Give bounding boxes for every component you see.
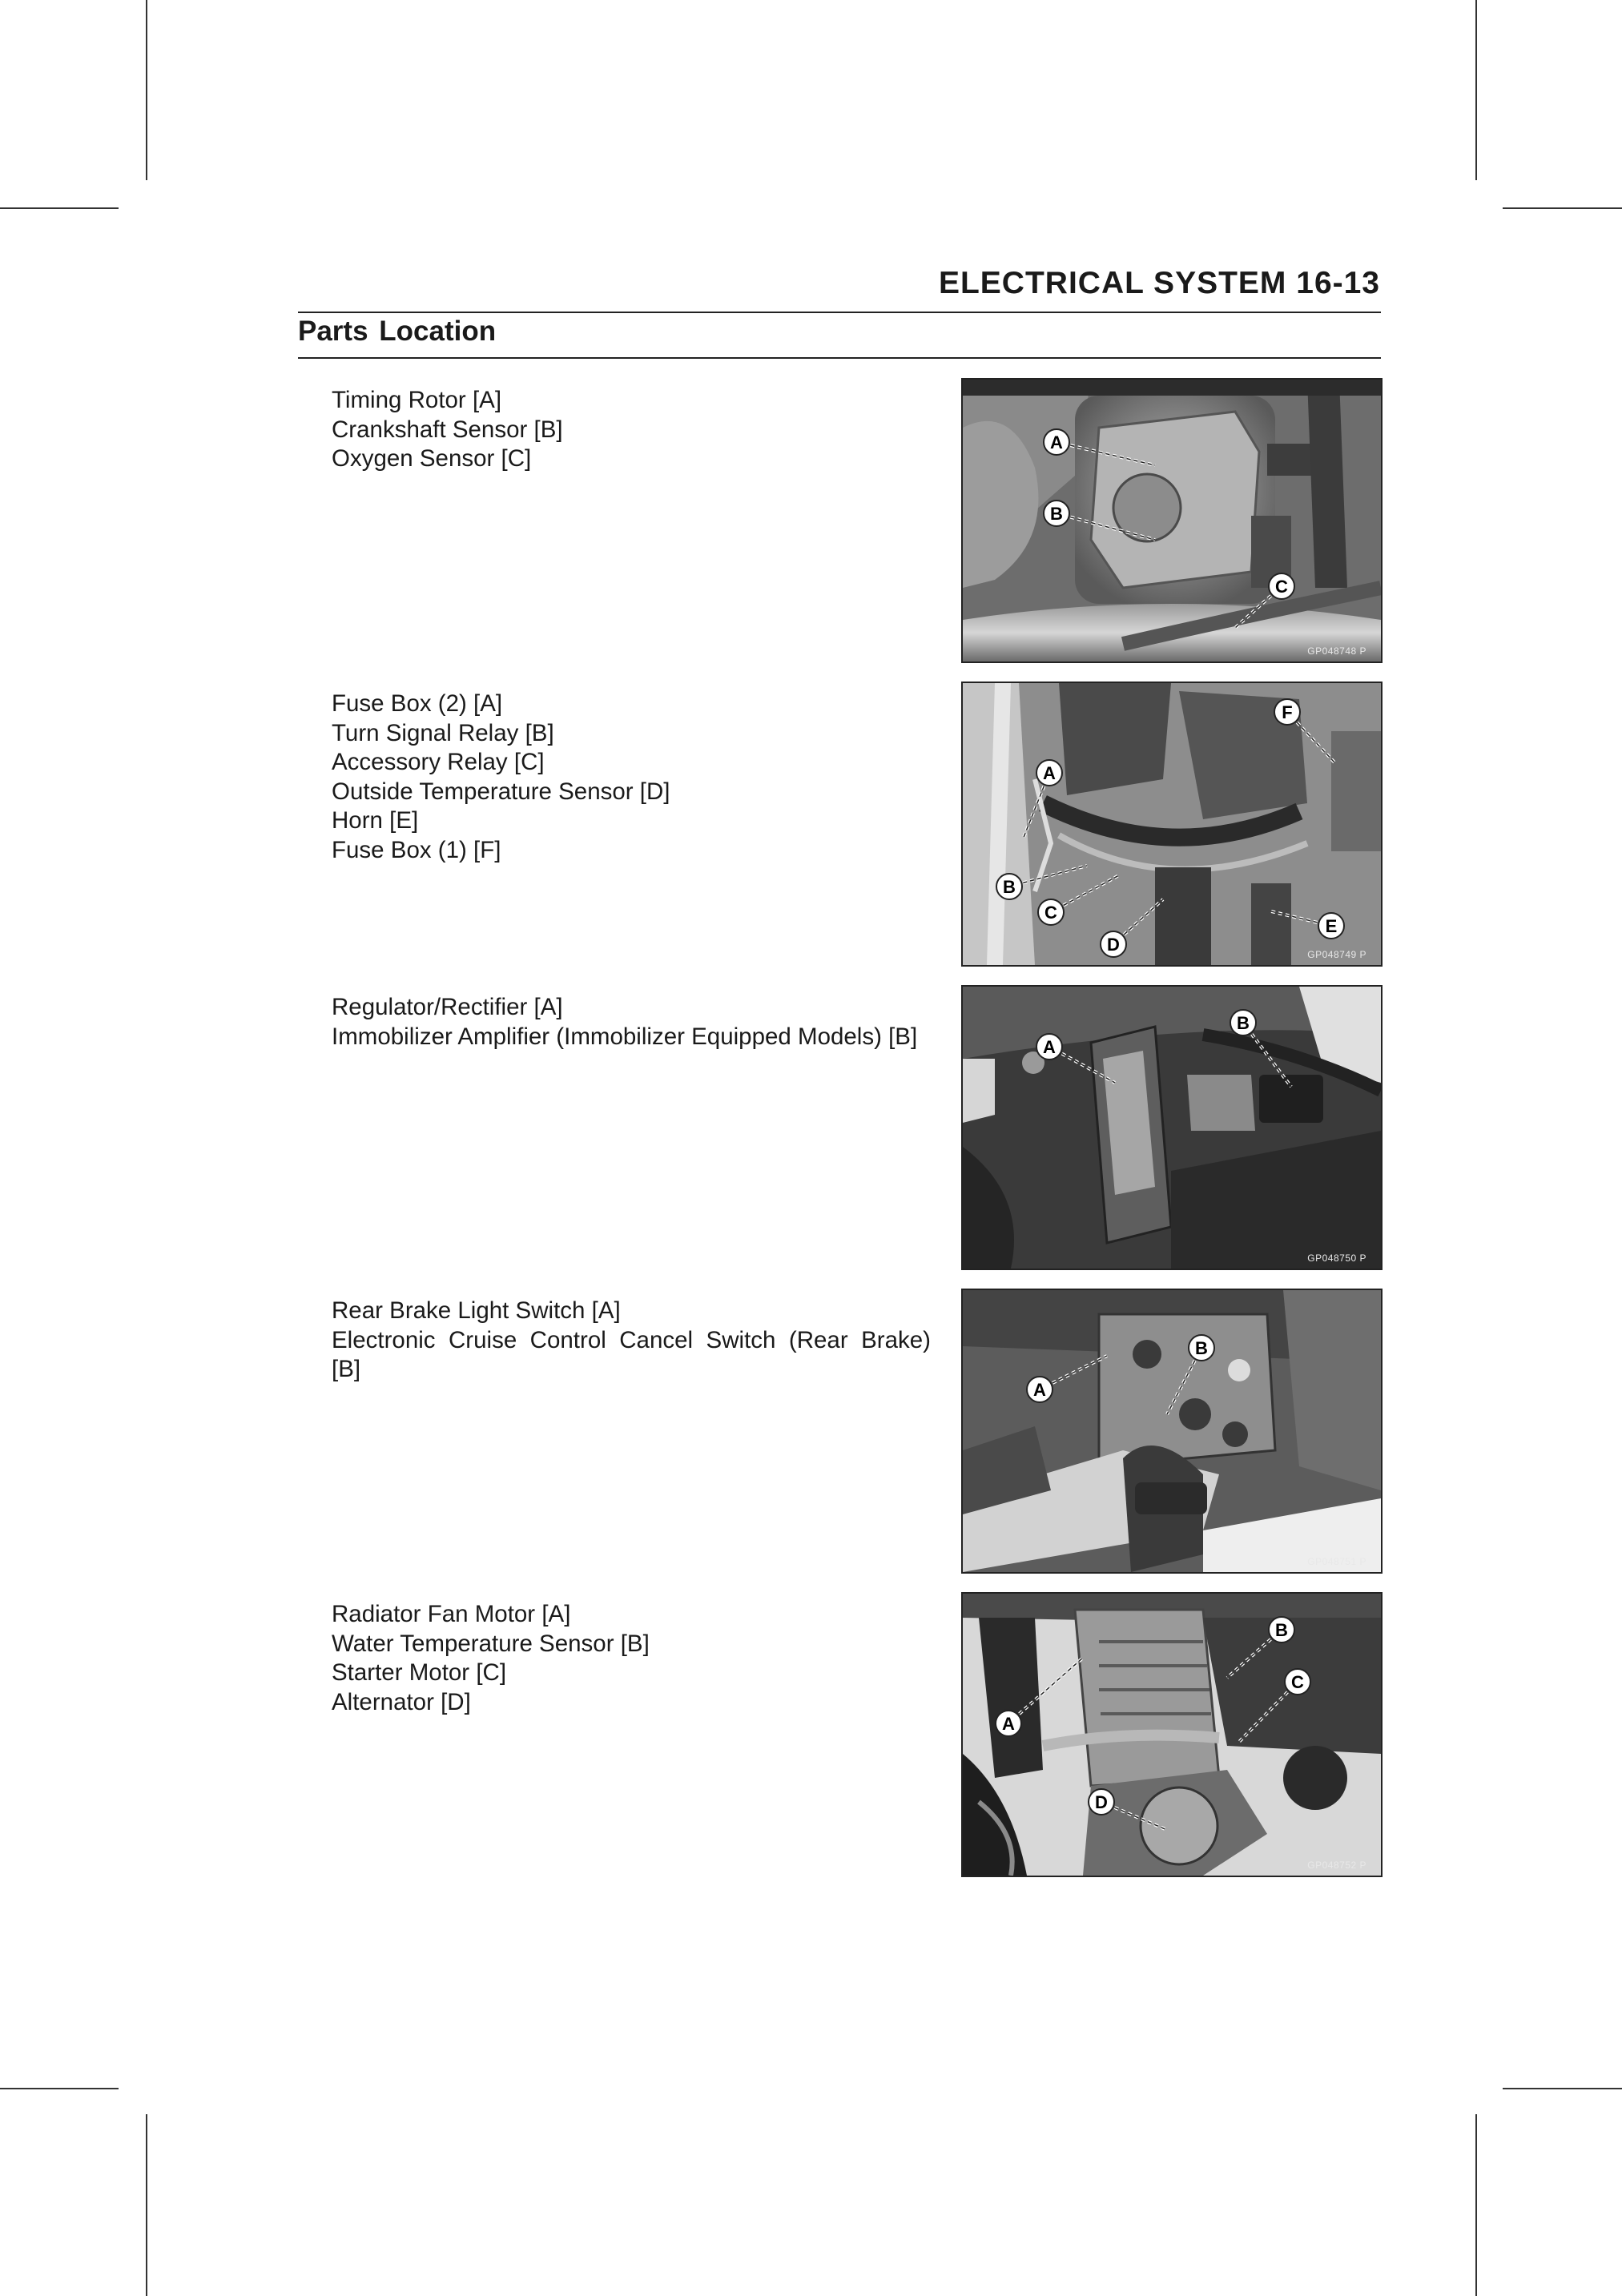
regulator-photo xyxy=(961,985,1383,1270)
svg-text:E: E xyxy=(1325,916,1338,936)
svg-text:A: A xyxy=(1050,432,1063,452)
parts-list xyxy=(332,1297,931,1385)
crop-mark xyxy=(1475,2114,1477,2296)
svg-text:B: B xyxy=(1050,504,1063,524)
photo-code: GP048749 P xyxy=(1307,949,1366,960)
svg-text:A: A xyxy=(1043,1037,1056,1057)
page-header: ELECTRICAL SYSTEM 16-13 xyxy=(938,266,1380,300)
section-rule xyxy=(298,357,1381,359)
callout-a xyxy=(996,1711,1021,1736)
part-line: Fuse Box (2) [A] xyxy=(332,690,503,717)
svg-text:B: B xyxy=(1275,1620,1288,1640)
crop-mark xyxy=(1503,2088,1622,2089)
part-line: Immobilizer Amplifier (Immobilizer Equipped Models) [B] xyxy=(332,1023,918,1050)
callout-d xyxy=(1089,1789,1114,1815)
part-line: Horn [E] xyxy=(332,807,419,834)
front-frame-photo-drawing xyxy=(963,683,1381,965)
callout-b xyxy=(1230,1010,1256,1035)
parts-entry xyxy=(0,985,1622,1269)
part-line: Fuse Box (1) [F] xyxy=(332,836,501,863)
callout-f xyxy=(1274,699,1300,725)
part-line: Alternator [D] xyxy=(332,1688,471,1715)
svg-text:A: A xyxy=(1043,763,1056,783)
callout-a xyxy=(1027,1377,1052,1402)
regulator-photo-drawing xyxy=(963,987,1381,1269)
parts-list xyxy=(332,1600,931,1717)
parts-list xyxy=(332,386,931,474)
callout-d xyxy=(1101,931,1126,957)
part-line: [B] xyxy=(332,1356,361,1382)
callout-a xyxy=(1036,1034,1062,1060)
crop-mark xyxy=(146,2114,147,2296)
part-line: Accessory Relay [C] xyxy=(332,749,545,775)
parts-list xyxy=(332,690,931,865)
photo-code: GP048751 P xyxy=(1307,1556,1366,1567)
part-line: Timing Rotor [A] xyxy=(332,387,502,413)
photo-code: GP048752 P xyxy=(1307,1860,1366,1871)
crop-mark xyxy=(0,2088,119,2089)
crop-mark xyxy=(146,0,147,180)
svg-text:B: B xyxy=(1003,877,1016,897)
engine-photo-drawing xyxy=(963,380,1381,661)
svg-text:D: D xyxy=(1095,1792,1108,1812)
header-rule xyxy=(298,312,1381,313)
part-line: Electronic Cruise Control Cancel Switch (Rear Brake) xyxy=(332,1326,931,1353)
callout-c xyxy=(1269,573,1294,599)
svg-text:B: B xyxy=(1237,1013,1250,1033)
part-line: Oxygen Sensor [C] xyxy=(332,445,532,472)
callout-a xyxy=(1036,760,1062,786)
callout-c xyxy=(1038,899,1064,925)
crop-mark xyxy=(1475,0,1477,180)
engine-side-photo xyxy=(961,1592,1383,1877)
photo-code: GP048750 P xyxy=(1307,1253,1366,1264)
part-line: Starter Motor [C] xyxy=(332,1659,507,1686)
callout-b xyxy=(1044,501,1069,526)
crop-mark xyxy=(0,207,119,209)
part-line: Crankshaft Sensor [B] xyxy=(332,416,563,443)
svg-text:A: A xyxy=(1002,1714,1015,1734)
engine-side-photo-drawing xyxy=(963,1594,1381,1876)
svg-text:C: C xyxy=(1275,577,1288,597)
engine-photo xyxy=(961,378,1383,663)
svg-text:F: F xyxy=(1282,702,1293,722)
parts-entry xyxy=(0,1289,1622,1572)
front-frame-photo xyxy=(961,682,1383,967)
parts-list xyxy=(332,993,931,1051)
section-title: Parts Location xyxy=(298,316,497,347)
rear-brake-photo-drawing xyxy=(963,1290,1381,1572)
callout-b xyxy=(996,874,1022,899)
parts-entry xyxy=(0,682,1622,965)
part-line: Rear Brake Light Switch [A] xyxy=(332,1297,621,1324)
callout-e xyxy=(1318,913,1344,939)
rear-brake-photo xyxy=(961,1289,1383,1574)
part-line: Turn Signal Relay [B] xyxy=(332,719,554,746)
svg-text:B: B xyxy=(1195,1338,1208,1358)
part-line: Outside Temperature Sensor [D] xyxy=(332,778,670,805)
parts-entry xyxy=(0,1592,1622,1876)
svg-text:C: C xyxy=(1291,1672,1304,1692)
svg-text:C: C xyxy=(1044,903,1057,923)
photo-code: GP04874​8 P xyxy=(1307,645,1366,657)
part-line: Radiator Fan Motor [A] xyxy=(332,1601,571,1627)
callout-b xyxy=(1269,1617,1294,1643)
callout-b xyxy=(1189,1335,1214,1361)
svg-text:A: A xyxy=(1033,1380,1046,1400)
svg-text:D: D xyxy=(1107,935,1120,955)
callout-c xyxy=(1285,1669,1310,1695)
part-line: Water Temperature Sensor [B] xyxy=(332,1630,650,1657)
callout-a xyxy=(1044,429,1069,455)
parts-entry xyxy=(0,378,1622,661)
part-line: Regulator/Rectifier [A] xyxy=(332,994,563,1020)
crop-mark xyxy=(1503,207,1622,209)
